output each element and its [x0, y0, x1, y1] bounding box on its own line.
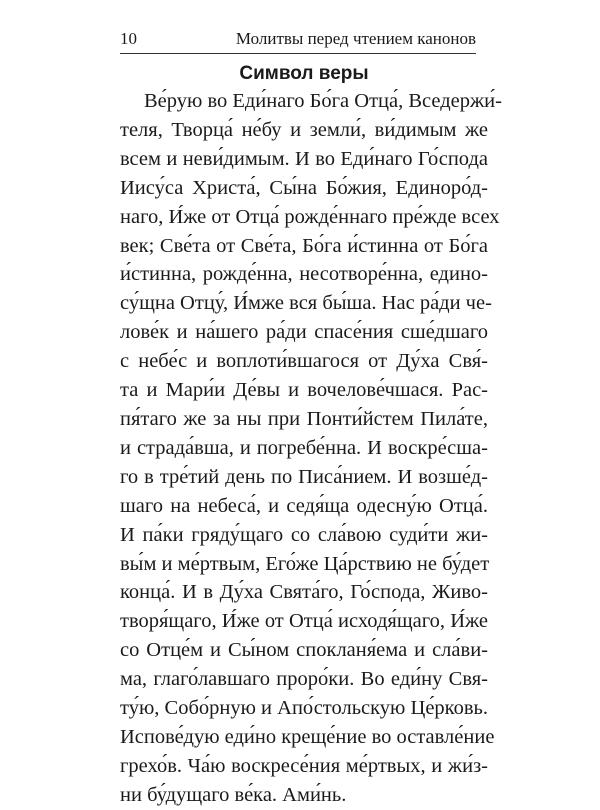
text-line: лове́к и на́шего ра́ди спасе́ния сше́дшаго — [120, 321, 488, 344]
text-line: всем и неви́димым. И во Еди́наго Го́спода — [120, 147, 488, 170]
text-line: ту́ю, Собо́рную и Апо́стольскую Це́рковь. — [120, 697, 488, 720]
text-line: Иису́са Христа́, Сы́на Бо́жия, Единоро́д- — [120, 176, 488, 199]
text-line: век; Све́та от Све́та, Бо́га и́стинна от Бо́га — [120, 234, 488, 257]
text-line: творя́щаго, И́же от Отца́ исходя́щаго, И́же — [120, 610, 488, 633]
running-head — [120, 27, 476, 54]
text-line: теля, Творца́ не́бу и земли́, ви́димым же — [120, 118, 488, 141]
text-line: с небе́с и воплоти́вшагося от Ду́ха Свя́- — [120, 350, 488, 373]
text-line: со Отце́м и Сы́ном спокланя́ема и сла́ви- — [120, 639, 488, 662]
text-line: ни бу́дущаго ве́ка. Ами́нь. — [120, 783, 347, 806]
running-title: Молитвы перед чтением канонов — [235, 29, 476, 48]
text-line: пя́таго же за ны при Понти́йстем Пила́те, — [120, 407, 488, 430]
text-line: наго, И́же от Отца́ рожде́ннаго пре́жде всех — [120, 205, 500, 228]
text-line: Испове́дую еди́но креще́ние во оставле́ние — [120, 725, 495, 748]
prayer-text — [120, 87, 502, 810]
text-line: Ве́рую во Еди́наго Бо́га Отца́, Вседержи́- — [144, 90, 502, 112]
text-line: грехо́в. Ча́ю воскресе́ния ме́ртвых, и жи́з- — [120, 754, 488, 777]
text-line: шаго на небеса́, и седя́ща одесну́ю Отца́. — [120, 494, 488, 517]
text-line: вы́м и ме́ртвым, Его́же Ца́рствию не бу́дет — [120, 552, 490, 575]
text-line: и страда́вша, и погребе́нна. И воскре́сша- — [120, 436, 488, 459]
text-line: ма, глаго́лавшаго проро́ки. Во еди́ну Свя- — [120, 668, 488, 691]
text-line: и́стинна, рожде́нна, несотворе́нна, едино- — [120, 263, 488, 286]
page-number: 10 — [120, 29, 137, 48]
text-line: го в тре́тий день по Писа́нием. И возше́д- — [120, 465, 488, 488]
text-line: конца́. И в Ду́ха Свята́го, Го́спода, Живо- — [120, 581, 488, 604]
text-line: су́щна Отцу́, И́мже вся бы́ша. Нас ра́ди че- — [120, 292, 492, 315]
section-title: Символ веры — [239, 63, 369, 84]
text-line: И па́ки гряду́щаго со сла́вою суди́ти жи- — [120, 523, 488, 546]
text-line: та и Мари́и Де́вы и вочелове́чшася. Рас- — [120, 379, 488, 402]
